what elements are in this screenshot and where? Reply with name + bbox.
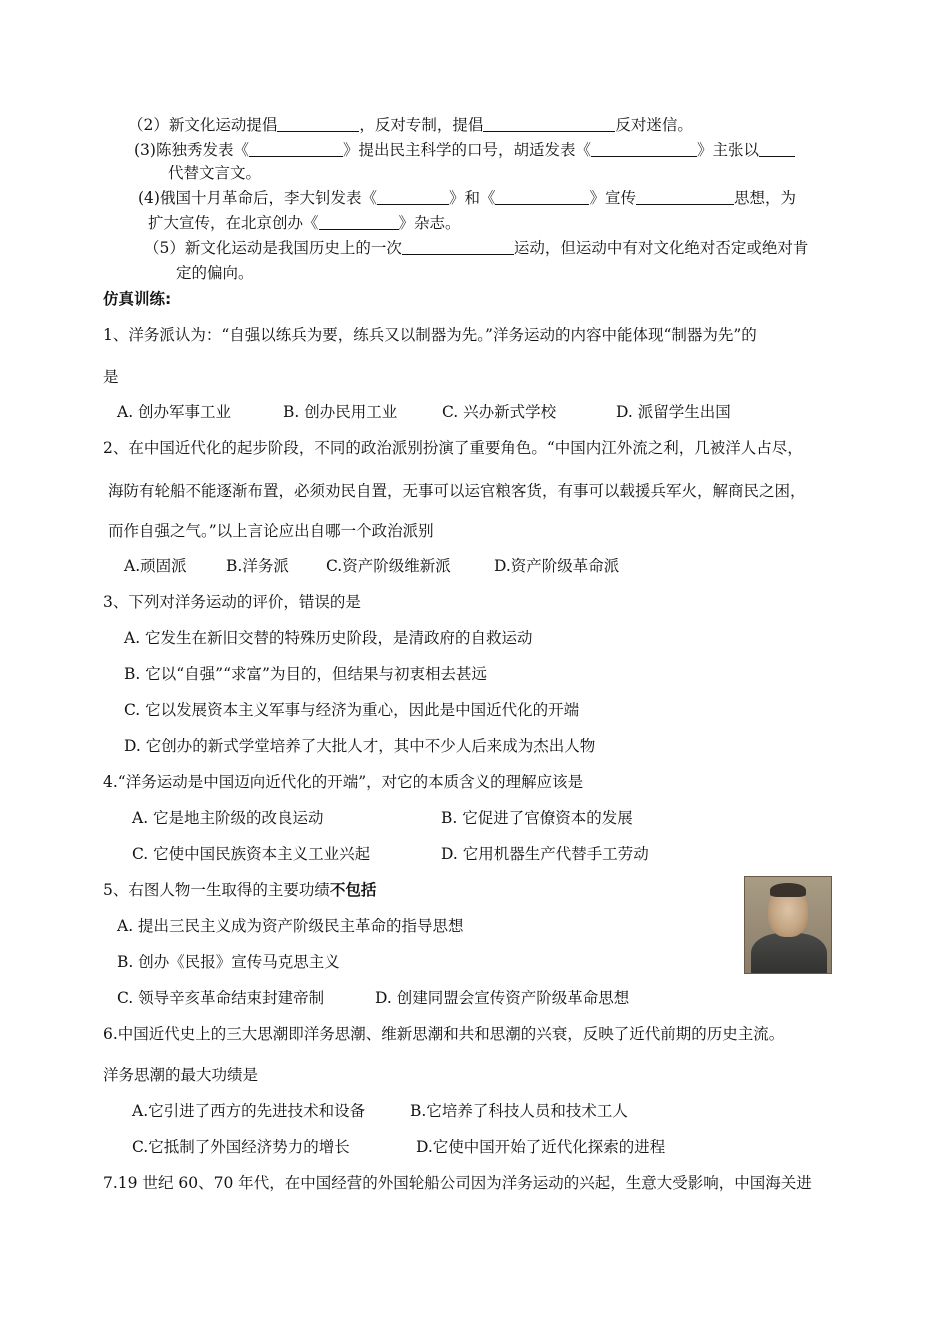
text: （5）新文化运动是我国历史上的一次 — [144, 239, 402, 257]
question-1-stem-cont: 是 — [103, 368, 119, 386]
question-6-stem: 6.中国近代史上的三大思潮即洋务思潮、维新思潮和共和思潮的兴衰，反映了近代前期的历史主流。 — [103, 1025, 785, 1043]
question-2-option-c[interactable]: C.资产阶级维新派 — [326, 557, 451, 575]
question-6-option-c[interactable]: C.它抵制了外国经济势力的增长 — [132, 1138, 350, 1156]
question-6-stem-cont: 洋务思潮的最大功绩是 — [103, 1066, 259, 1084]
question-4-option-d[interactable]: D. 它用机器生产代替手工劳动 — [441, 845, 649, 863]
fill-in-item-2 — [128, 115, 693, 135]
question-5-option-a[interactable]: A. 提出三民主义成为资产阶级民主革命的指导思想 — [117, 917, 464, 935]
answer-blank[interactable] — [319, 215, 399, 230]
answer-blank[interactable] — [277, 117, 359, 132]
question-5-option-d[interactable]: D. 创建同盟会宣传资产阶级革命思想 — [375, 989, 630, 1007]
answer-blank[interactable] — [759, 142, 795, 157]
question-3-option-c[interactable]: C. 它以发展资本主义军事与经济为重心，因此是中国近代化的开端 — [124, 701, 580, 719]
question-3-stem: 3、下列对洋务运动的评价，错误的是 — [103, 593, 361, 611]
text: 定的偏向。 — [176, 264, 254, 282]
answer-blank[interactable] — [495, 190, 589, 205]
question-5-stem-text: 5、右图人物一生取得的主要功绩 — [103, 881, 330, 899]
question-4-option-c[interactable]: C. 它使中国民族资本主义工业兴起 — [132, 845, 371, 863]
fill-in-item-4 — [138, 188, 796, 208]
text: 思想，为 — [734, 189, 797, 207]
text: 》杂志。 — [398, 214, 461, 232]
question-1-option-d[interactable]: D. 派留学生出国 — [616, 403, 731, 421]
question-2-option-b[interactable]: B.洋务派 — [226, 557, 289, 575]
text: 》和《 — [448, 189, 496, 207]
text: 运动，但运动中有对文化绝对否定或绝对肯 — [513, 239, 809, 257]
question-6-option-a[interactable]: A.它引进了西方的先进技术和设备 — [132, 1102, 366, 1120]
question-1-option-a[interactable]: A. 创办军事工业 — [117, 403, 232, 421]
fill-in-item-5 — [144, 238, 808, 258]
question-2-stem: 2、在中国近代化的起步阶段，不同的政治派别扮演了重要角色。“中国内江外流之利，几被洋人占尽， — [103, 439, 803, 457]
answer-blank[interactable] — [591, 142, 697, 157]
question-5-stem — [103, 880, 376, 900]
fill-in-item-4-cont — [148, 213, 461, 233]
answer-blank[interactable] — [402, 240, 514, 255]
question-3-option-d[interactable]: D. 它创办的新式学堂培养了大批人才，其中不少人后来成为杰出人物 — [124, 737, 596, 755]
text: 》提出民主科学的口号，胡适发表《 — [342, 141, 591, 159]
text: 》宣传 — [589, 189, 636, 207]
fill-in-item-5-cont — [176, 263, 254, 283]
fill-in-item-3-cont — [168, 163, 261, 183]
text: (3)陈独秀发表《 — [134, 141, 249, 159]
question-1-option-c[interactable]: C. 兴办新式学校 — [442, 403, 557, 421]
question-5-option-c[interactable]: C. 领导辛亥革命结束封建帝制 — [117, 989, 325, 1007]
section-title: 仿真训练: — [103, 290, 172, 308]
text: 》主张以 — [696, 141, 759, 159]
question-2-option-d[interactable]: D.资产阶级革命派 — [494, 557, 620, 575]
fill-in-item-3 — [134, 140, 795, 160]
question-4-stem: 4.“洋务运动是中国迈向近代化的开端”，对它的本质含义的理解应该是 — [103, 773, 584, 791]
text: 扩大宣传，在北京创办《 — [148, 214, 319, 232]
answer-blank[interactable] — [483, 117, 615, 132]
answer-blank[interactable] — [377, 190, 449, 205]
question-5-option-b[interactable]: B. 创办《民报》宣传马克思主义 — [117, 953, 340, 971]
portrait-photo — [744, 876, 832, 974]
text: ，反对专制，提倡 — [359, 116, 484, 134]
answer-blank[interactable] — [249, 142, 343, 157]
question-6-option-d[interactable]: D.它使中国开始了近代化探索的进程 — [416, 1138, 666, 1156]
question-4-option-a[interactable]: A. 它是地主阶级的改良运动 — [132, 809, 324, 827]
question-2-stem-cont: 而作自强之气。”以上言论应出自哪一个政治派别 — [108, 522, 434, 540]
question-3-option-b[interactable]: B. 它以“自强”“求富”为目的，但结果与初衷相去甚远 — [124, 665, 487, 683]
question-1-option-b[interactable]: B. 创办民用工业 — [283, 403, 398, 421]
text: （2）新文化运动提倡 — [128, 116, 278, 134]
question-2-option-a[interactable]: A.顽固派 — [124, 557, 187, 575]
question-2-stem-cont: 海防有轮船不能逐渐布置，必须劝民自置，无事可以运官粮客货，有事可以载援兵军火，解商民之困， — [108, 482, 806, 500]
question-1-stem: 1、洋务派认为：“自强以练兵为要，练兵又以制器为先。”洋务运动的内容中能体现“制器为先”的 — [103, 326, 757, 344]
question-4-option-b[interactable]: B. 它促进了官僚资本的发展 — [441, 809, 633, 827]
question-3-option-a[interactable]: A. 它发生在新旧交替的特殊历史阶段，是清政府的自救运动 — [124, 629, 533, 647]
question-5-stem-emphasis: 不包括 — [329, 880, 377, 899]
text: 代替文言文。 — [168, 164, 262, 182]
text: (4)俄国十月革命后，李大钊发表《 — [138, 189, 377, 207]
text: 反对迷信。 — [615, 116, 693, 134]
question-6-option-b[interactable]: B.它培养了科技人员和技术工人 — [410, 1102, 628, 1120]
question-7-stem: 7.19 世纪 60、70 年代，在中国经营的外国轮船公司因为洋务运动的兴起，生意大受影响，中国海关进 — [103, 1174, 812, 1192]
answer-blank[interactable] — [636, 190, 734, 205]
